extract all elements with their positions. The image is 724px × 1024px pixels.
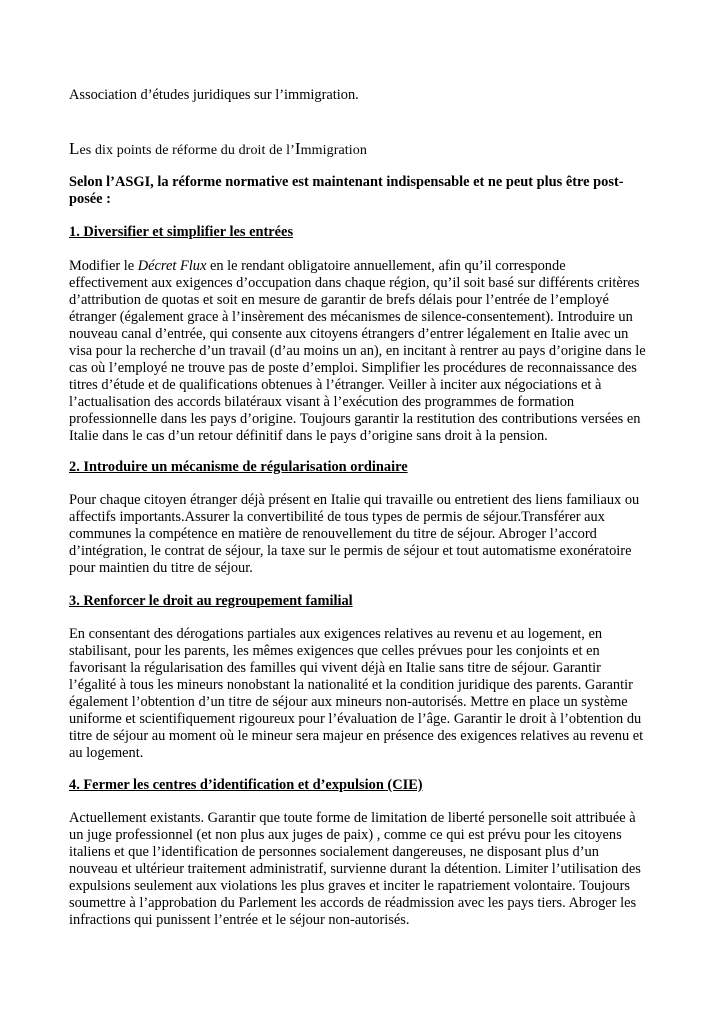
- paragraph-line: effectivement aux exigences d’occupation dans chaque région, qu’il soit basé sur différents critères: [69, 275, 640, 291]
- paragraph-line: pour maintien du titre de séjour.: [69, 560, 253, 576]
- paragraph-line: l’égalité à tous les mineurs nonobstant la nationalité et la condition juridique des parents. Garantir: [69, 677, 633, 693]
- paragraph-line: titre de séjour au moment où le mineur sera majeur en présence des exigences relatives au revenu et: [69, 728, 644, 744]
- paragraph-line: étranger (également grace à l’insèrement des mécanismes de silence-consentement). Introduire un: [69, 309, 633, 325]
- document-title: [69, 140, 659, 159]
- paragraph-line: titres d’étude et de qualifications obtenues à l’étranger. Veiller à inciter aux négociations et à: [69, 377, 602, 393]
- paragraph-line: professionnelle dans les pays d’origine. Toujours garantir la restitution des contributions versées en: [69, 411, 641, 427]
- paragraph-line: nouveau canal d’entrée, qui consente aux citoyens étrangers d’entrer légalement en Italie avec un: [69, 326, 629, 342]
- paragraph-line: infractions qui punissent l’entrée et le séjour non-autorisés.: [69, 912, 410, 928]
- section-heading-3: 3. Renforcer le droit au regroupement familial: [69, 593, 353, 609]
- line-suffix: en le rendant obligatoire annuellement, afin qu’il corresponde: [206, 258, 566, 274]
- association-name: Association d’études juridiques sur l’immigration.: [69, 87, 359, 103]
- title-text-1: es dix points de réforme du droit de l’: [79, 143, 295, 158]
- paragraph-line: nouveau et ultérieur traitement administratif, survienne durant la détention. Limiter l’utilisation des: [69, 861, 641, 877]
- paragraph-line: [69, 258, 659, 275]
- section-paragraph-2: [69, 492, 659, 577]
- paragraph-line: uniforme et scientifiquement rigoureux pour l’évaluation de l’âge. Garantir le droit à l’obtention du: [69, 711, 642, 727]
- section-paragraph-4: [69, 810, 659, 929]
- paragraph-line: expulsions seulement aux violations les plus graves et inciter le rapatriement volontaire. Toujours: [69, 878, 631, 894]
- paragraph-line: un juge professionnel (et non plus aux juges de paix) , comme ce qui est prévu pour les citoyens: [69, 827, 622, 843]
- section-paragraph-3: [69, 626, 659, 762]
- paragraph-line: affectifs importants.Assurer la convertibilité de tous types de permis de séjour.Transférer aux: [69, 509, 605, 525]
- line-prefix: Modifier le: [69, 258, 138, 274]
- paragraph-line: soumettre à l’approbation du Parlement les accords de réadmission avec les pays tiers. Abroger les: [69, 895, 637, 911]
- paragraph-line: cas où l’employé ne trouve pas de poste d’emploi. Simplifier les procédures de reconnaissance des: [69, 360, 637, 376]
- section-heading-1: 1. Diversifier et simplifier les entrées: [69, 224, 294, 240]
- paragraph-line: visa pour la recherche d’un travail (d’au moins un an), en incitant à rentrer au pays d’origine dans le: [69, 343, 646, 359]
- decret-flux-term: Décret Flux: [137, 258, 207, 274]
- lead-line: posée :: [69, 191, 111, 207]
- paragraph-line: En consentant des dérogations partiales aux exigences relatives au revenu et au logement, en: [69, 626, 603, 642]
- paragraph-line: d’attribution de quotas et soit en mesure de garantir de brefs délais pour l’entrée de l’employé: [69, 292, 609, 308]
- lead-line: Selon l’ASGI, la réforme normative est maintenant indispensable et ne peut plus être post-: [69, 174, 624, 190]
- paragraph-line: communes la compétence en matière de renouvellement du titre de séjour. Abroger l’accord: [69, 526, 597, 542]
- title-initial-2: I: [294, 139, 301, 158]
- section-paragraph-1: [69, 258, 659, 445]
- lead-statement: [69, 174, 659, 208]
- paragraph-line: favorisant la régularisation des familles qui vivent déjà en Italie sans titre de séjour. Garantir: [69, 660, 601, 676]
- paragraph-line: au logement.: [69, 745, 144, 761]
- paragraph-line: italiens et que l’identification de personnes socialement dangereuses, ne disposant plus d’un: [69, 844, 599, 860]
- title-text-2: mmigration: [300, 143, 367, 158]
- section-heading-2: 2. Introduire un mécanisme de régularisation ordinaire: [69, 459, 408, 475]
- paragraph-line: Actuellement existants. Garantir que toute forme de limitation de liberté personelle soit attribuée à: [69, 810, 636, 826]
- paragraph-line: Italie dans le cas d’un retour définitif dans le pays d’origine sans droit à la pension.: [69, 428, 548, 444]
- paragraph-line: d’intégration, le contrat de séjour, la taxe sur le permis de séjour et tout automatisme exonératoire: [69, 543, 632, 559]
- title-initial-1: L: [69, 139, 80, 158]
- section-heading-4: 4. Fermer les centres d’identification et d’expulsion (CIE): [69, 777, 423, 793]
- paragraph-line: également l’obtention d’un titre de séjour aux mineurs non-autorisés. Mettre en place un système: [69, 694, 628, 710]
- paragraph-line: l’actualisation des accords bilatéraux visant à l’exécution des programmes de formation: [69, 394, 575, 410]
- paragraph-line: stabilisant, pour les parents, les mêmes exigences que celles prévues pour les conjoints et en: [69, 643, 600, 659]
- paragraph-line: Pour chaque citoyen étranger déjà présent en Italie qui travaille ou entretient des liens familiaux ou: [69, 492, 640, 508]
